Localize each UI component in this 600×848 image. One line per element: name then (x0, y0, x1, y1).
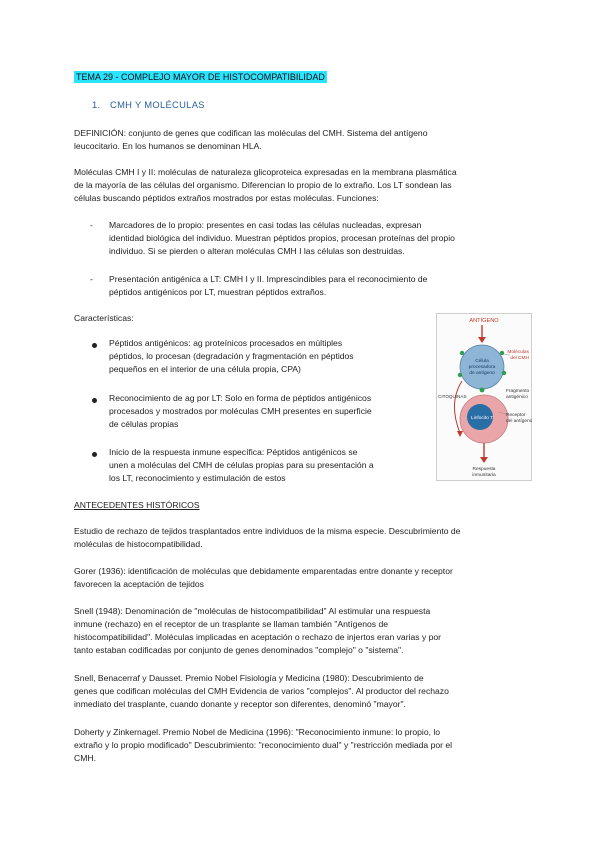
moleculas-line-3: células buscando péptidos extraños mostrados por estas moléculas. Funciones: (74, 193, 379, 203)
intro-line-2: moléculas de histocompatibilidad. (74, 539, 203, 549)
moleculas-line-1: Moléculas CMH I y II: moléculas de naturaleza glicoproteica expresadas en la membrana plasmática (74, 167, 457, 177)
page-title: TEMA 29 - COMPLEJO MAYOR DE HISTOCOMPATIBILIDAD (76, 72, 325, 82)
bullet-marker (92, 452, 97, 457)
definicion-line-2: leucocitario. En los humanos se denominan HLA. (74, 141, 262, 151)
antigeno-label: ANTÍGENO (469, 318, 499, 324)
linfocito-label: Linfocito T (470, 416, 494, 421)
caracteristica-3-line-2: unen a moléculas del CMH de células propias para su presentación a (109, 460, 374, 470)
caracteristica-1-line-1: Péptidos antigénicos: ag proteínicos procesados en múltiples (109, 338, 343, 348)
funcion-1-line-1: Marcadores de lo propio: presentes en casi todas las células nucleadas, expresan (109, 220, 422, 230)
section-heading (92, 99, 205, 110)
cmh-diagram (436, 313, 532, 481)
fragmento-label-2: antigénico (506, 395, 528, 400)
caracteristica-1-line-2: péptidos, lo procesan (degradación y fragmentación en péptidos (109, 351, 354, 361)
antecedentes-heading: ANTECEDENTES HISTÓRICOS (74, 500, 200, 510)
nobel1980-line-2: genes que codifican moléculas del CMH Evidencia de varios "complejos". Al productor del rechazo (74, 686, 449, 696)
caracteristica-3-line-3: los LT, reconocimiento y estimulación de estos (109, 473, 286, 483)
caracteristica-2-line-3: de células propias (109, 419, 179, 429)
respuesta-label-2: inmunitaria (472, 473, 496, 478)
snell-line-4: tanto estaban codificadas por conjunto de genes denominados "complejo" o "sistema". (74, 645, 404, 655)
bullet-marker (92, 343, 97, 348)
respuesta-label-1: Respuesta (472, 467, 496, 472)
nobel1996-line-1: Doherty y Zinkernagel. Premio Nobel de Medicina (1996): "Reconocimiento inmune: lo propio, lo (74, 727, 441, 737)
gorer-line-1: Gorer (1936): identificación de moléculas que debidamente emparentadas entre donante y receptor (74, 566, 453, 576)
snell-line-2: inmune (rechazo) en el receptor de un trasplante se llaman también "Antígenos de (74, 619, 389, 629)
nobel1980-line-1: Snell, Benacerraf y Dausset. Premio Nobel Fisiología y Medicina (1980): Descubrimiento de (74, 673, 424, 683)
moleculas-label-2: del CMH (510, 356, 529, 361)
caracteristica-1-line-3: pequeños en el interior de una célula propia, CPA) (109, 364, 301, 374)
citoquinas-label: CITOQUINAS (438, 394, 467, 399)
receptor-label-2: del antígeno (506, 419, 532, 424)
celula-label-2: procesadora (468, 365, 496, 370)
bullet-marker (92, 398, 97, 403)
intro-line-1: Estudio de rechazo de tejidos trasplantados entre individuos de la misma especie. Descubrimiento de (74, 526, 461, 536)
caracteristicas-heading: Características: (74, 313, 134, 323)
celula-label-1: Célula (475, 359, 489, 364)
nobel1996-line-2: extraño y lo propio modificado" Descubrimiento: "reconocimiento dual" y "restricción mediada por el (74, 740, 453, 750)
moleculas-line-2: de la mayoría de las células del organismo. Diferencian lo propio de lo extraño. Los LT sondean las (74, 180, 452, 190)
receptor-label-1: Receptor (506, 413, 526, 418)
caracteristica-2-line-2: procesados y mostrados por moléculas CMH presentes en superficie (109, 406, 372, 416)
caracteristica-2-line-1: Reconocimiento de ag por LT: Solo en forma de péptidos antigénicos (109, 393, 372, 403)
funcion-2-line-2: péptidos antigénicos por LT, muestran péptidos extraños. (109, 287, 327, 297)
nobel1996-line-3: CMH. (74, 753, 96, 763)
section-title: CMH Y MOLÉCULAS (110, 99, 205, 110)
funcion-2-line-1: Presentación antigénica a LT: CMH I y II. Imprescindibles para el reconocimiento de (109, 274, 428, 284)
gorer-line-2: favorecen la aceptación de tejidos (74, 579, 204, 589)
dash-marker: - (90, 220, 93, 230)
section-number: 1. (92, 99, 101, 110)
definicion-line-1: DEFINICIÓN: conjunto de genes que codifican las moléculas del CMH. Sistema del antígeno (74, 128, 428, 138)
moleculas-label-1: Moléculas (507, 350, 529, 355)
fragmento-label-1: Fragmento (506, 389, 530, 394)
caracteristica-3-line-1: Inicio de la respuesta inmune específica: Péptidos antigénicos se (109, 447, 358, 457)
funcion-1-line-2: identidad biológica del individuo. Muestran péptidos propios, procesan proteínas del propio (109, 233, 455, 243)
snell-line-1: Snell (1948): Denominación de "moléculas de histocompatibilidad" Al estimular una respuesta (74, 606, 431, 616)
dash-marker: - (90, 274, 93, 284)
celula-label-3: de antígeno (469, 371, 495, 376)
snell-line-3: histocompatibilidad". Moléculas implicadas en aceptación o rechazo de injertos eran varias y por (74, 632, 442, 642)
nobel1980-line-3: inmediato del trasplante, cuando donante y receptor son diferentes, denominó "mayor". (74, 699, 406, 709)
funcion-1-line-3: individuo. Si se pierden o alteran moléculas CMH I las células son destruidas. (109, 246, 405, 256)
